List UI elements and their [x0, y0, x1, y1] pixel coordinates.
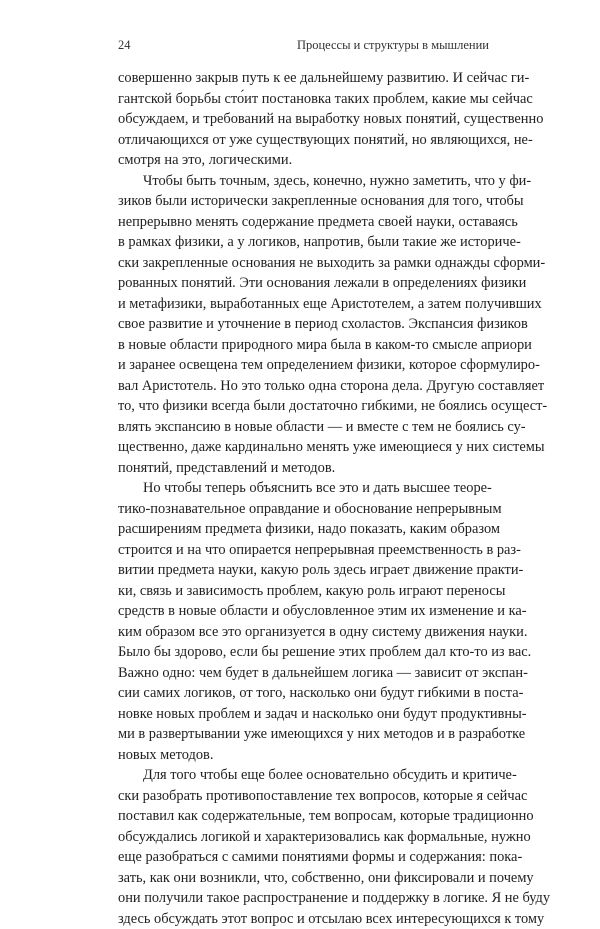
text-line: ми в развертывании уже имеющихся у них методов и в разработке [118, 724, 489, 745]
text-line: Чтобы быть точным, здесь, конечно, нужно заметить, что у фи- [118, 171, 489, 192]
text-line: непрерывно менять содержание предмета своей науки, оставаясь [118, 212, 489, 233]
text-line: зать, как они возникли, что, собственно, они фиксировали и почему [118, 868, 489, 889]
text-line: зиков были исторически закрепленные основания для того, чтобы [118, 191, 489, 212]
text-line: ким образом все это организуется в одну систему движения науки. [118, 622, 489, 643]
text-line: ски закрепленные основания не выходить за рамки однажды сформи- [118, 253, 489, 274]
text-line: расширениям предмета физики, надо показать, каким образом [118, 519, 489, 540]
text-line: вал Аристотель. Но это только одна сторона дела. Другую составляет [118, 376, 489, 397]
text-line: свое развитие и уточнение в период схоластов. Экспансия физиков [118, 314, 489, 335]
text-line: щественно, даже кардинально менять уже имеющиеся у них системы [118, 437, 489, 458]
text-line: Для того чтобы еще более основательно обсудить и критиче- [118, 765, 489, 786]
text-line: и метафизики, выработанных еще Аристотелем, а затем получивших [118, 294, 489, 315]
text-line: обсуждались логикой и характеризовались как формальные, нужно [118, 827, 489, 848]
text-line: Важно одно: чем будет в дальнейшем логика — зависит от экспан- [118, 663, 489, 684]
text-line: обсуждаем, и требований на выработку новых понятий, существенно [118, 109, 489, 130]
text-line: влять экспансию в новые области — и вместе с тем не боялись су- [118, 417, 489, 438]
text-line: рованных понятий. Эти основания лежали в определениях физики [118, 273, 489, 294]
text-line: средств в новые области и обусловленное этим их изменение и ка- [118, 601, 489, 622]
text-line: ски разобрать противопоставление тех вопросов, которые я сейчас [118, 786, 489, 807]
paragraph [118, 68, 489, 171]
text-line: строится и на что опирается непрерывная преемственность в раз- [118, 540, 489, 561]
body-text [118, 68, 489, 929]
text-line: совершенно закрыв путь к ее дальнейшему развитию. И сейчас ги- [118, 68, 489, 89]
text-line: здесь обсуждать этот вопрос и отсылаю всех интересующихся к тому [118, 909, 489, 929]
text-line: новке новых проблем и задач и насколько они будут продуктивны- [118, 704, 489, 725]
text-line: Но чтобы теперь объяснить все это и дать высшее теоре- [118, 478, 489, 499]
text-line: отличающихся от уже существующих понятий, но являющихся, не- [118, 130, 489, 151]
paragraph [118, 765, 489, 929]
text-line: новых методов. [118, 745, 489, 766]
text-line: сии самих логиков, от того, насколько они будут гибкими в поста- [118, 683, 489, 704]
text-line: Было бы здорово, если бы решение этих проблем дал кто-то из вас. [118, 642, 489, 663]
text-line: то, что физики всегда были достаточно гибкими, не боялись осущест- [118, 396, 489, 417]
text-line: в рамках физики, а у логиков, напротив, были такие же историче- [118, 232, 489, 253]
text-line: тико-познавательное оправдание и обоснование непрерывным [118, 499, 489, 520]
paragraph [118, 171, 489, 479]
text-line: поставил как содержательные, тем вопросам, которые традиционно [118, 806, 489, 827]
text-line: гантской борьбы сто́ит постановка таких проблем, какие мы сейчас [118, 89, 489, 110]
text-line: понятий, представлений и методов. [118, 458, 489, 479]
text-line: ки, связь и зависимость проблем, какую роль играют переносы [118, 581, 489, 602]
text-line: и заранее освещена тем определением физики, которое сформулиро- [118, 355, 489, 376]
text-line: еще разобраться с самими понятиями формы и содержания: пока- [118, 847, 489, 868]
running-head [118, 36, 489, 54]
page-number: 24 [118, 36, 131, 54]
text-line: в новые области природного мира была в каком-то смысле априори [118, 335, 489, 356]
paragraph [118, 478, 489, 765]
text-line: витии предмета науки, какую роль здесь играет движение практи- [118, 560, 489, 581]
running-title: Процессы и структуры в мышлении [297, 36, 489, 54]
text-line: они получили такое распространение и поддержку в логике. Я не буду [118, 888, 489, 909]
text-line: смотря на это, логическими. [118, 150, 489, 171]
